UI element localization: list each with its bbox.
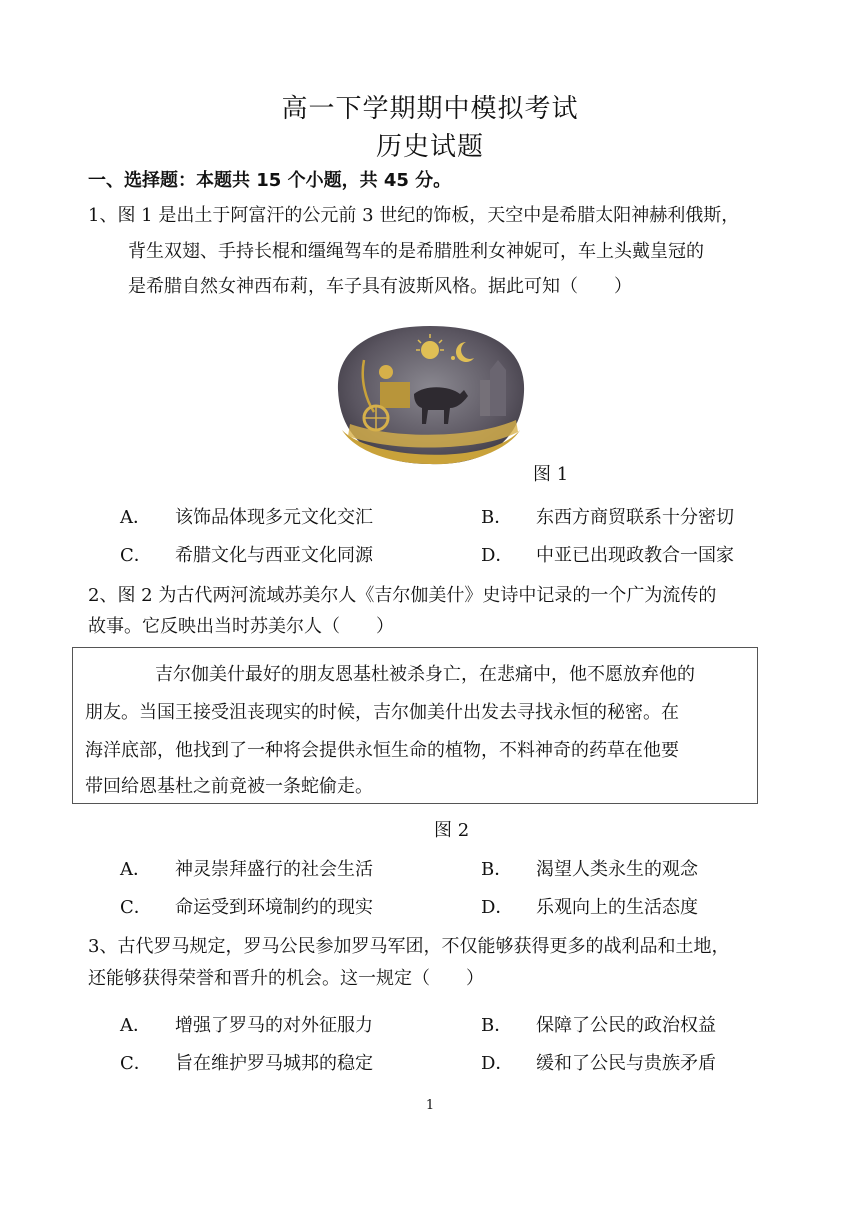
question-1-option-b-letter: B． [481, 507, 513, 528]
question-2-option-a-letter: A． [120, 859, 151, 880]
figure-1-caption: 图 1 [533, 464, 569, 485]
figure-2-text-box [72, 647, 758, 804]
question-2-option-d-letter: D． [481, 897, 514, 918]
question-3-line-2: 还能够获得荣誉和晋升的机会。这一规定（ ） [88, 968, 484, 989]
figure-2-box-line-2: 朋友。当国王接受沮丧现实的时候，吉尔伽美什出发去寻找永恒的秘密。在 [85, 702, 679, 723]
question-1-line-3: 是希腊自然女神西布莉，车子具有波斯风格。据此可知（ ） [128, 276, 632, 297]
question-1-option-d-text: 中亚已出现政教合一国家 [536, 545, 734, 566]
question-3-option-b-letter: B． [481, 1015, 513, 1036]
question-1-line-2: 背生双翅、手持长棍和缰绳驾车的是希腊胜利女神妮可，车上头戴皇冠的 [128, 241, 704, 262]
question-1-option-d-letter: D． [481, 545, 514, 566]
question-2-option-c-text: 命运受到环境制约的现实 [175, 897, 373, 918]
question-3-option-d-text: 缓和了公民与贵族矛盾 [536, 1053, 716, 1074]
question-2-line-2: 故事。它反映出当时苏美尔人（ ） [88, 616, 394, 637]
question-2-option-a-text: 神灵崇拜盛行的社会生活 [175, 859, 373, 880]
question-3-option-c-text: 旨在维护罗马城邦的稳定 [175, 1053, 373, 1074]
question-3-option-b-text: 保障了公民的政治权益 [536, 1015, 716, 1036]
question-2-option-d-text: 乐观向上的生活态度 [536, 897, 698, 918]
question-1-option-b-text: 东西方商贸联系十分密切 [536, 507, 734, 528]
question-2-line-1: 2、图 2 为古代两河流域苏美尔人《吉尔伽美什》史诗中记录的一个广为流传的 [88, 585, 717, 606]
question-3-line-1: 3、古代罗马规定，罗马公民参加罗马军团，不仅能够获得更多的战利品和土地， [88, 936, 730, 957]
figure-2-box-line-1: 吉尔伽美什最好的朋友恩基杜被杀身亡，在悲痛中，他不愿放弃他的 [155, 664, 695, 685]
question-1-line-1: 1、图 1 是出土于阿富汗的公元前 3 世纪的饰板，天空中是希腊太阳神赫利俄斯， [88, 205, 740, 226]
question-1-option-a-letter: A． [120, 507, 151, 528]
figure-2-box-line-3: 海洋底部，他找到了一种将会提供永恒生命的植物，不料神奇的药草在他要 [85, 740, 679, 761]
figure-2-box-line-4: 带回给恩基杜之前竟被一条蛇偷走。 [85, 776, 373, 797]
section-heading: 一、选择题：本题共 15 个小题，共 45 分。 [88, 170, 452, 191]
question-3-option-a-letter: A． [120, 1015, 151, 1036]
question-3-option-d-letter: D． [481, 1053, 514, 1074]
question-1-option-a-text: 该饰品体现多元文化交汇 [175, 507, 373, 528]
figure-2-caption: 图 2 [434, 820, 470, 841]
question-2-option-b-letter: B． [481, 859, 513, 880]
page-subtitle: 历史试题 [375, 132, 484, 162]
question-3-option-c-letter: C． [120, 1053, 152, 1074]
question-2-option-b-text: 渴望人类永生的观念 [536, 859, 698, 880]
page-number: 1 [425, 1098, 435, 1113]
question-2-option-c-letter: C． [120, 897, 152, 918]
figure-1-plaque-image [330, 320, 530, 468]
question-3-option-a-text: 增强了罗马的对外征服力 [175, 1015, 373, 1036]
question-1-option-c-text: 希腊文化与西亚文化同源 [175, 545, 373, 566]
question-1-option-c-letter: C． [120, 545, 152, 566]
page-title: 高一下学期期中模拟考试 [281, 94, 579, 124]
